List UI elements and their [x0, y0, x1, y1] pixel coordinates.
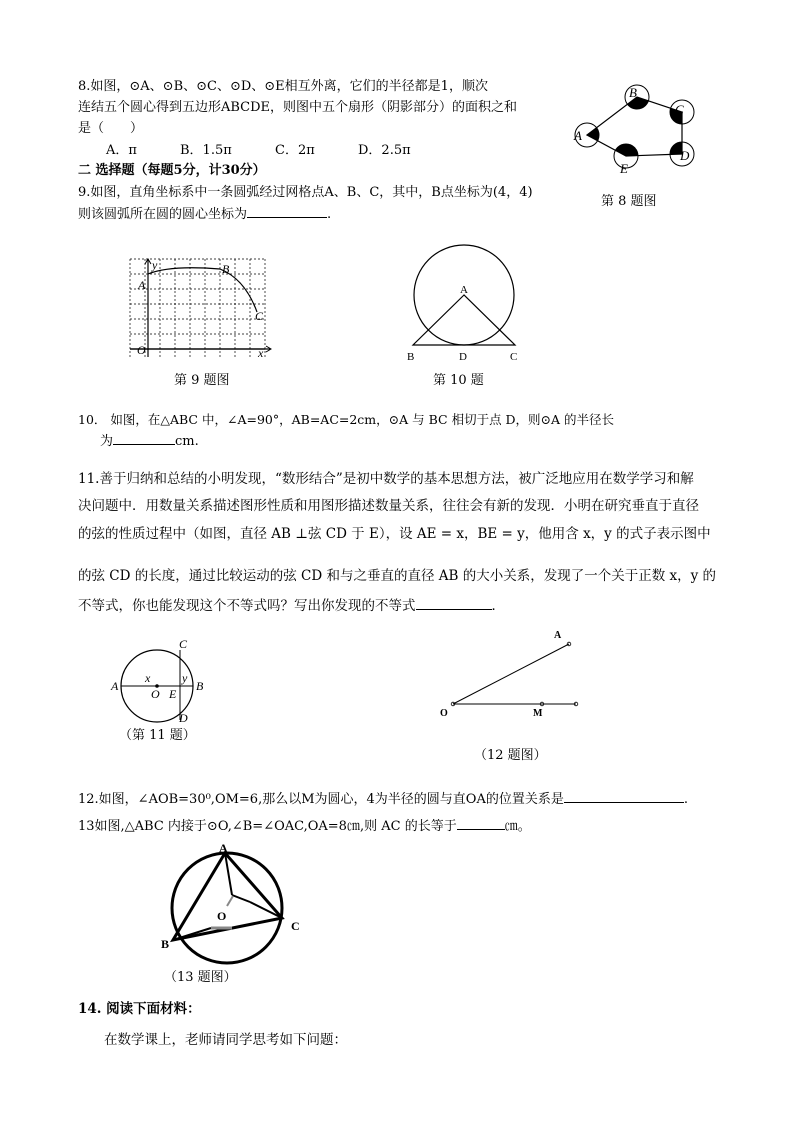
q10-label-d: D	[459, 351, 467, 363]
q13-text	[78, 817, 531, 836]
q9-line2	[78, 205, 331, 224]
q13-text-body: 13如图,△ABC 内接于⊙O,∠B=∠OAC,OA=8㎝,则 AC 的长等于	[78, 819, 457, 834]
q11-label-y: y	[182, 671, 188, 685]
q11-figure	[105, 636, 215, 726]
q12-text-body: 12.如图，∠AOB=30⁰,OM=6,那么以M为圆心，4为半径的圆与直OA的位置关系是	[78, 792, 564, 807]
q11-label-a: A	[111, 679, 119, 693]
q8-option-b: B．1.5π	[180, 143, 232, 158]
q8-label-e: E	[620, 161, 628, 176]
q14-title: 14. 阅读下面材料：	[78, 1001, 201, 1017]
q11-line5-end: ．	[491, 598, 505, 614]
q11-label-e: E	[169, 687, 177, 701]
q11-label-c: C	[179, 637, 188, 651]
q8-option-a: A．π	[106, 143, 137, 158]
q12-answer-blank	[564, 790, 684, 803]
q12-text	[78, 790, 688, 809]
q8-line3: 是（ ）	[78, 121, 144, 136]
q10-label-c: C	[510, 351, 518, 363]
q11-label-x: x	[145, 671, 151, 685]
q9-caption: 第 9 题图	[174, 373, 230, 388]
q8-option-c: C．2π	[275, 143, 315, 158]
q14-text: 在数学课上，老师请同学思考如下问题：	[104, 1032, 347, 1048]
q10-label-a: A	[460, 284, 468, 296]
q10-answer-blank	[113, 432, 175, 445]
q9-label-b: B	[222, 262, 230, 276]
q11-line2: 决问题中．用数量关系描述图形性质和用图形描述数量关系，往往会有新的发现．小明在研究垂直于直径	[78, 498, 699, 514]
q11-label-d: D	[179, 711, 188, 725]
section-2-title: 二 选择题（每题5分，计30分）	[78, 163, 266, 178]
q10-line2-post: cm.	[175, 434, 199, 449]
q11-line1: 11.善于归纳和总结的小明发现，“数形结合”是初中数学的基本思想方法，被广泛地应用在数学学习和解	[78, 471, 694, 487]
q8-label-d: D	[680, 148, 690, 163]
q8-option-d: D．2.5π	[358, 143, 411, 158]
q13-label-a: A	[219, 841, 228, 855]
q13-figure	[155, 840, 305, 960]
q9-label-o: O	[137, 343, 146, 357]
q13-label-b: B	[161, 937, 170, 951]
q11-label-b: B	[196, 679, 204, 693]
q9-line1: 9.如图，直角坐标系中一条圆弧经过网格点A、B、C，其中，B点坐标为(4，4)	[78, 185, 533, 200]
q8-label-b: B	[629, 85, 637, 100]
q10-label-b: B	[407, 351, 415, 363]
q10-line1: 10． 如图，在△ABC 中，∠A=90°，AB=AC=2cm，⊙A 与 BC 相切于点 D，则⊙A 的半径长	[78, 412, 615, 427]
q10-caption: 第 10 题	[433, 373, 484, 388]
q13-answer-blank	[457, 817, 505, 830]
q12-text-end: .	[683, 792, 688, 807]
q9-label-x: x	[258, 346, 264, 360]
q8-line1: 8.如图，⊙A、⊙B、⊙C、⊙D、⊙E相互外离，它们的半径都是1，顺次	[78, 79, 488, 94]
q13-caption: （13 题图）	[164, 970, 237, 985]
q8-line2: 连结五个圆心得到五边形ABCDE，则图中五个扇形（阴影部分）的面积之和	[78, 100, 518, 115]
q11-label-o: O	[151, 687, 160, 701]
q12-label-a: A	[554, 630, 562, 641]
q8-caption: 第 8 题图	[601, 194, 657, 209]
q9-label-c: C	[255, 309, 264, 323]
q12-label-m: M	[533, 708, 543, 719]
q9-label-a: A	[138, 278, 146, 292]
q11-line5	[78, 597, 505, 615]
q13-label-o: O	[217, 909, 227, 923]
q12-label-o: O	[440, 708, 448, 719]
q11-line4: 的弦 CD 的长度，通过比较运动的弦 CD 和与之垂直的直径 AB 的大小关系，发现了一个关于正数 x，y 的	[78, 568, 717, 584]
q11-answer-blank	[416, 597, 492, 610]
q11-line3: 的弦的性质过程中（如图，直径 AB ⊥弦 CD 于 E），设 AE = x，BE = y，他用含 x，y 的式子表示图中	[78, 526, 711, 542]
q8-figure	[570, 80, 720, 180]
q9-line2-text: 则该圆弧所在圆的圆心坐标为	[78, 207, 248, 222]
q8-label-a: A	[574, 128, 582, 143]
q10-figure	[402, 240, 532, 365]
q13-label-c: C	[291, 919, 300, 933]
q13-text-end: ㎝。	[504, 819, 531, 834]
q12-figure	[436, 628, 596, 718]
q9-label-y: y	[152, 258, 158, 272]
q10-line2-pre: 为	[100, 434, 114, 449]
q10-line2	[100, 432, 199, 451]
q11-line5-text: 不等式，你也能发现这个不等式吗？写出你发现的不等式	[78, 598, 416, 614]
q9-figure	[130, 257, 275, 362]
q9-line2-end: .	[327, 207, 332, 222]
q8-label-c: C	[675, 102, 684, 117]
q9-answer-blank	[247, 205, 327, 218]
q12-caption: （12 题图）	[474, 748, 547, 763]
q11-caption: （第 11 题）	[119, 728, 196, 743]
